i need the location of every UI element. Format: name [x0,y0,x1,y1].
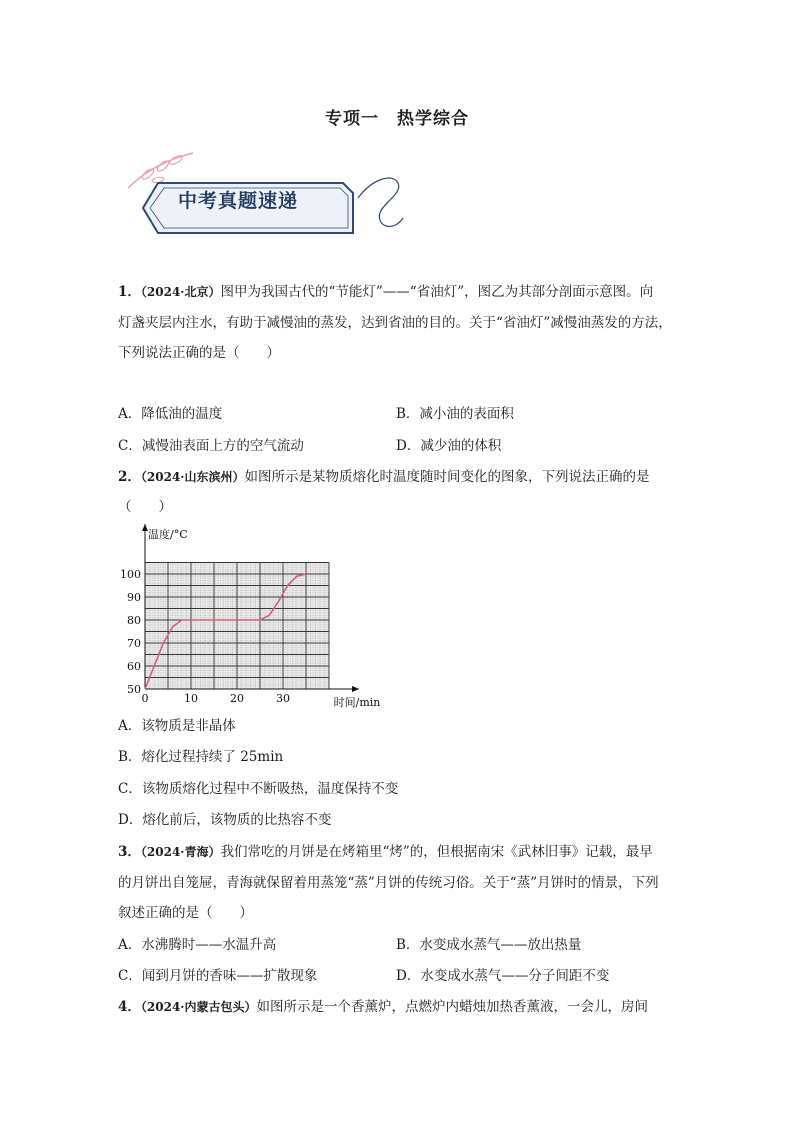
q2-option-a[interactable]: A．该物质是非晶体 [118,718,236,734]
chart-x-tick-label: 30 [276,692,290,705]
chart-y-axis-label: 温度/°C [148,528,188,541]
q2-option-c[interactable]: C．该物质熔化过程中不断吸热，温度保持不变 [118,781,399,797]
q1-text-line1: 图甲为我国古代的“节能灯”——“省油灯”，图乙为其部分剖面示意图。向 [220,284,654,300]
q3-option-d[interactable]: D．水变成水蒸气——分子间距不变 [396,968,610,984]
q2-text-line1: 如图所示是某物质熔化时温度随时间变化的图象，下列说法正确的是 [244,469,650,485]
chart-y-tick-label: 70 [127,637,141,650]
chart-x-tick-label: 0 [141,692,149,705]
q3-text-line2: 的月饼出自笼屉，青海就保留着用蒸笼“蒸”月饼的传统习俗。关于“蒸”月饼时的情景，下列 [118,875,659,891]
chart-y-tick-label: 60 [127,660,141,673]
q1-line1 [118,282,653,302]
q1-text-line2: 灯盏夹层内注水，有助于减慢油的蒸发，达到省油的目的。关于“省油灯”减慢油蒸发的方法， [118,315,672,331]
q4-number: 4． [118,999,141,1015]
temperature-time-chart [112,520,382,710]
q2-option-d[interactable]: D．熔化前后，该物质的比热容不变 [118,812,332,828]
q2-option-b[interactable]: B．熔化过程持续了 25min [118,749,284,765]
q2-source: （2024·山东滨州） [140,470,245,484]
q3-line1 [118,842,653,862]
q1-option-a[interactable]: A．降低油的温度 [118,406,223,422]
chart-y-tick-label: 80 [127,614,141,627]
q3-text-line3: 叙述正确的是（ ） [118,905,253,921]
q4-text-line1: 如图所示是一个香薰炉，点燃炉内蜡烛加热香薰液，一会儿，房间 [256,999,648,1015]
q2-line1 [118,467,649,487]
q2-text-line2: （ ） [118,499,172,515]
q4-line1 [118,997,648,1017]
q3-number: 3． [118,844,141,860]
q1-option-d[interactable]: D．减少油的体积 [396,438,502,454]
q3-option-b[interactable]: B．水变成水蒸气——放出热量 [396,937,582,953]
q1-option-c[interactable]: C．减慢油表面上方的空气流动 [118,438,304,454]
chart-x-tick-label: 20 [230,692,244,705]
page-title: 专项一 热学综合 [325,109,469,129]
q3-source: （2024·青海） [140,845,221,859]
q4-source: （2024·内蒙古包头） [140,1000,257,1014]
q1-option-b[interactable]: B．减小油的表面积 [396,406,514,422]
chart-x-tick-label: 10 [184,692,198,705]
q1-number: 1． [118,284,141,300]
chart-x-axis-label: 时间/min [333,696,381,709]
chart-x-axis-arrow [352,686,359,692]
chart-y-tick-label: 50 [127,683,141,696]
chart-y-tick-label: 90 [127,591,141,604]
q2-number: 2． [118,469,141,485]
section-banner-text: 中考真题速递 [178,190,299,212]
q3-text-line1: 我们常吃的月饼是在烤箱里“烤”的，但根据南宋《武林旧事》记载，最早 [220,844,653,860]
q1-text-line3: 下列说法正确的是（ ） [118,345,280,361]
chart-y-tick-label: 100 [120,568,141,581]
q3-option-c[interactable]: C．闻到月饼的香味——扩散现象 [118,968,318,984]
q1-source: （2024·北京） [140,285,221,299]
q3-option-a[interactable]: A．水沸腾时——水温升高 [118,937,277,953]
